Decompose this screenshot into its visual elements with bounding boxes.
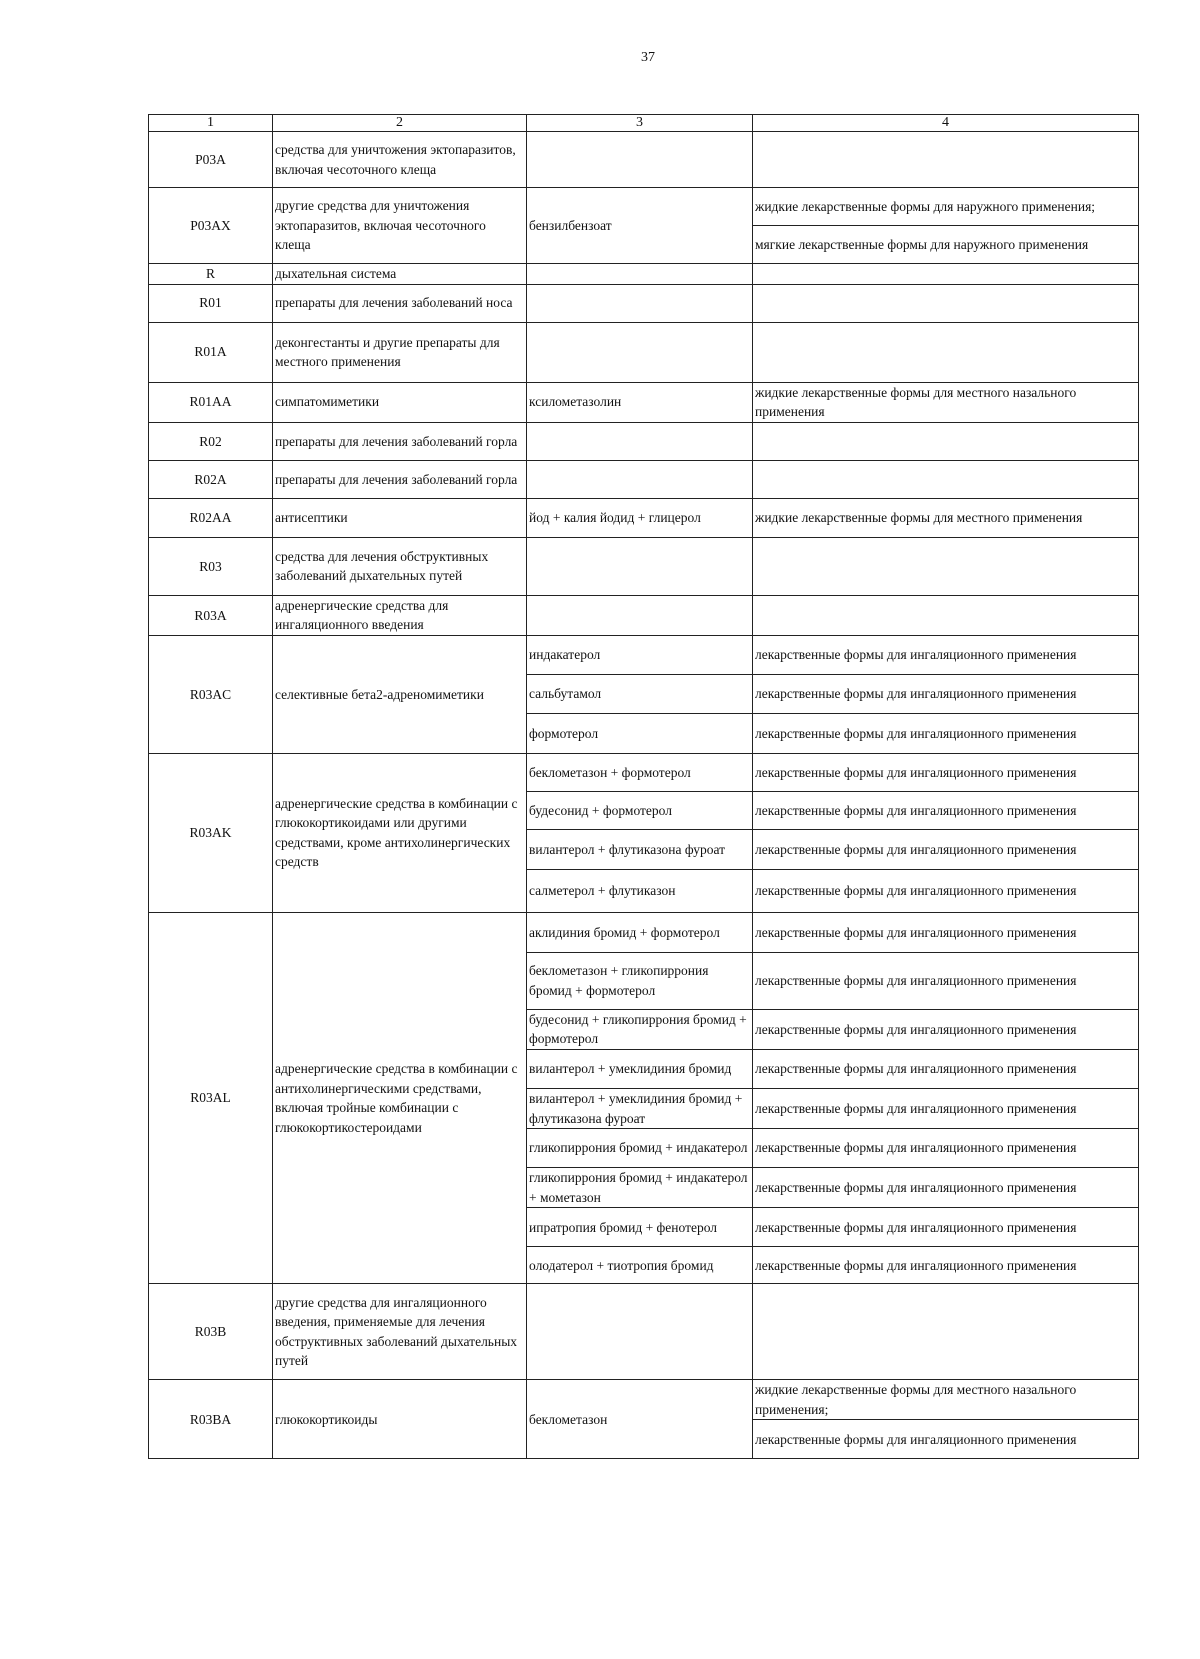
- drug-name-cell: [527, 595, 753, 635]
- drug-name-cell: беклометазон + формотерол: [527, 753, 753, 791]
- drug-name-cell: индакатерол: [527, 635, 753, 674]
- dosage-form-cell: [753, 595, 1139, 635]
- dosage-form-cell: жидкие лекарственные формы для наружного применения;: [753, 188, 1139, 226]
- drug-name-cell: бензилбензоат: [527, 188, 753, 264]
- atc-code-cell: R03AK: [149, 753, 273, 912]
- group-name-cell: адренергические средства для ингаляционного введения: [273, 595, 527, 635]
- drug-name-cell: [527, 460, 753, 498]
- table-row: [149, 1380, 1139, 1420]
- header-cell-group-name: 2: [273, 115, 527, 132]
- dosage-form-cell: [753, 1284, 1139, 1380]
- dosage-form-cell: лекарственные формы для ингаляционного применения: [753, 713, 1139, 753]
- header-cell-code: 1: [149, 115, 273, 132]
- atc-code-cell: R03BA: [149, 1380, 273, 1459]
- group-name-cell: средства для лечения обструктивных заболеваний дыхательных путей: [273, 537, 527, 595]
- dosage-form-cell: лекарственные формы для ингаляционного применения: [753, 952, 1139, 1009]
- drug-name-cell: гликопиррония бромид + индакатерол + мометазон: [527, 1168, 753, 1208]
- header-row: [149, 115, 1139, 132]
- dosage-form-cell: лекарственные формы для ингаляционного применения: [753, 829, 1139, 869]
- group-name-cell: селективные бета2-адреномиметики: [273, 635, 527, 753]
- dosage-form-cell: лекарственные формы для ингаляционного применения: [753, 1420, 1139, 1459]
- atc-code-cell: R: [149, 264, 273, 285]
- dosage-form-cell: лекарственные формы для ингаляционного применения: [753, 1050, 1139, 1089]
- group-name-cell: другие средства для уничтожения эктопаразитов, включая чесоточного клеща: [273, 188, 527, 264]
- dosage-form-cell: лекарственные формы для ингаляционного применения: [753, 674, 1139, 713]
- drug-table: [148, 114, 1139, 1459]
- drug-name-cell: [527, 264, 753, 285]
- dosage-form-cell: [753, 264, 1139, 285]
- dosage-form-cell: [753, 460, 1139, 498]
- drug-name-cell: беклометазон: [527, 1380, 753, 1459]
- drug-name-cell: олодатерол + тиотропия бромид: [527, 1247, 753, 1284]
- table-row: [149, 753, 1139, 791]
- drug-name-cell: гликопиррония бромид + индакатерол: [527, 1129, 753, 1168]
- drug-name-cell: сальбутамол: [527, 674, 753, 713]
- drug-name-cell: [527, 284, 753, 322]
- header-cell-form: 4: [753, 115, 1139, 132]
- drug-name-cell: ипратропия бромид + фенотерол: [527, 1208, 753, 1247]
- atc-code-cell: R03B: [149, 1284, 273, 1380]
- drug-name-cell: аклидиния бромид + формотерол: [527, 912, 753, 952]
- table-row: [149, 284, 1139, 322]
- drug-name-cell: вилантерол + умеклидиния бромид: [527, 1050, 753, 1089]
- header-cell-drug: 3: [527, 115, 753, 132]
- atc-code-cell: R03A: [149, 595, 273, 635]
- drug-table-wrapper: [148, 114, 1138, 1459]
- table-row: [149, 498, 1139, 537]
- dosage-form-cell: лекарственные формы для ингаляционного применения: [753, 1247, 1139, 1284]
- dosage-form-cell: [753, 322, 1139, 382]
- drug-name-cell: беклометазон + гликопиррония бромид + формотерол: [527, 952, 753, 1009]
- table-row: [149, 322, 1139, 382]
- drug-name-cell: йод + калия йодид + глицерол: [527, 498, 753, 537]
- group-name-cell: симпатомиметики: [273, 382, 527, 422]
- drug-name-cell: [527, 422, 753, 460]
- table-row: [149, 382, 1139, 422]
- atc-code-cell: R01A: [149, 322, 273, 382]
- table-row: [149, 912, 1139, 952]
- table-row: [149, 188, 1139, 226]
- page-number: 37: [641, 50, 655, 65]
- drug-name-cell: [527, 537, 753, 595]
- drug-name-cell: салметерол + флутиказон: [527, 869, 753, 912]
- dosage-form-cell: лекарственные формы для ингаляционного применения: [753, 1129, 1139, 1168]
- table-row: [149, 264, 1139, 285]
- dosage-form-cell: жидкие лекарственные формы для местного назального применения;: [753, 1380, 1139, 1420]
- table-row: [149, 422, 1139, 460]
- table-row: [149, 1284, 1139, 1380]
- atc-code-cell: R01: [149, 284, 273, 322]
- table-row: [149, 460, 1139, 498]
- drug-name-cell: будесонид + формотерол: [527, 791, 753, 829]
- table-row: [149, 132, 1139, 188]
- atc-code-cell: P03AX: [149, 188, 273, 264]
- dosage-form-cell: [753, 284, 1139, 322]
- atc-code-cell: R03AC: [149, 635, 273, 753]
- group-name-cell: другие средства для ингаляционного введения, применяемые для лечения обструктивных заболеваний дыхательных путей: [273, 1284, 527, 1380]
- group-name-cell: адренергические средства в комбинации с антихолинергическими средствами, включая тройные комбинации с глюкокортикостероидами: [273, 912, 527, 1283]
- dosage-form-cell: лекарственные формы для ингаляционного применения: [753, 1009, 1139, 1049]
- dosage-form-cell: [753, 132, 1139, 188]
- dosage-form-cell: мягкие лекарственные формы для наружного применения: [753, 226, 1139, 264]
- table-row: [149, 635, 1139, 674]
- drug-name-cell: вилантерол + флутиказона фуроат: [527, 829, 753, 869]
- dosage-form-cell: лекарственные формы для ингаляционного применения: [753, 753, 1139, 791]
- dosage-form-cell: лекарственные формы для ингаляционного применения: [753, 635, 1139, 674]
- table-row: [149, 595, 1139, 635]
- atc-code-cell: R02A: [149, 460, 273, 498]
- atc-code-cell: R02AA: [149, 498, 273, 537]
- atc-code-cell: R03: [149, 537, 273, 595]
- dosage-form-cell: лекарственные формы для ингаляционного применения: [753, 791, 1139, 829]
- dosage-form-cell: лекарственные формы для ингаляционного применения: [753, 1089, 1139, 1129]
- drug-name-cell: будесонид + гликопиррония бромид + формотерол: [527, 1009, 753, 1049]
- group-name-cell: антисептики: [273, 498, 527, 537]
- dosage-form-cell: лекарственные формы для ингаляционного применения: [753, 912, 1139, 952]
- dosage-form-cell: лекарственные формы для ингаляционного применения: [753, 869, 1139, 912]
- atc-code-cell: R03AL: [149, 912, 273, 1283]
- group-name-cell: дыхательная система: [273, 264, 527, 285]
- dosage-form-cell: жидкие лекарственные формы для местного применения: [753, 498, 1139, 537]
- dosage-form-cell: [753, 422, 1139, 460]
- group-name-cell: препараты для лечения заболеваний горла: [273, 460, 527, 498]
- group-name-cell: адренергические средства в комбинации с глюкокортикоидами или другими средствами, кроме антихолинергических средств: [273, 753, 527, 912]
- drug-name-cell: формотерол: [527, 713, 753, 753]
- group-name-cell: средства для уничтожения эктопаразитов, включая чесоточного клеща: [273, 132, 527, 188]
- table-row: [149, 537, 1139, 595]
- drug-name-cell: [527, 132, 753, 188]
- group-name-cell: препараты для лечения заболеваний носа: [273, 284, 527, 322]
- dosage-form-cell: лекарственные формы для ингаляционного применения: [753, 1208, 1139, 1247]
- atc-code-cell: P03A: [149, 132, 273, 188]
- drug-name-cell: ксилометазолин: [527, 382, 753, 422]
- atc-code-cell: R02: [149, 422, 273, 460]
- drug-name-cell: вилантерол + умеклидиния бромид + флутиказона фуроат: [527, 1089, 753, 1129]
- dosage-form-cell: лекарственные формы для ингаляционного применения: [753, 1168, 1139, 1208]
- drug-name-cell: [527, 322, 753, 382]
- group-name-cell: деконгестанты и другие препараты для местного применения: [273, 322, 527, 382]
- dosage-form-cell: [753, 537, 1139, 595]
- dosage-form-cell: жидкие лекарственные формы для местного назального применения: [753, 382, 1139, 422]
- group-name-cell: препараты для лечения заболеваний горла: [273, 422, 527, 460]
- drug-name-cell: [527, 1284, 753, 1380]
- atc-code-cell: R01AA: [149, 382, 273, 422]
- group-name-cell: глюкокортикоиды: [273, 1380, 527, 1459]
- table-body: [149, 132, 1139, 1459]
